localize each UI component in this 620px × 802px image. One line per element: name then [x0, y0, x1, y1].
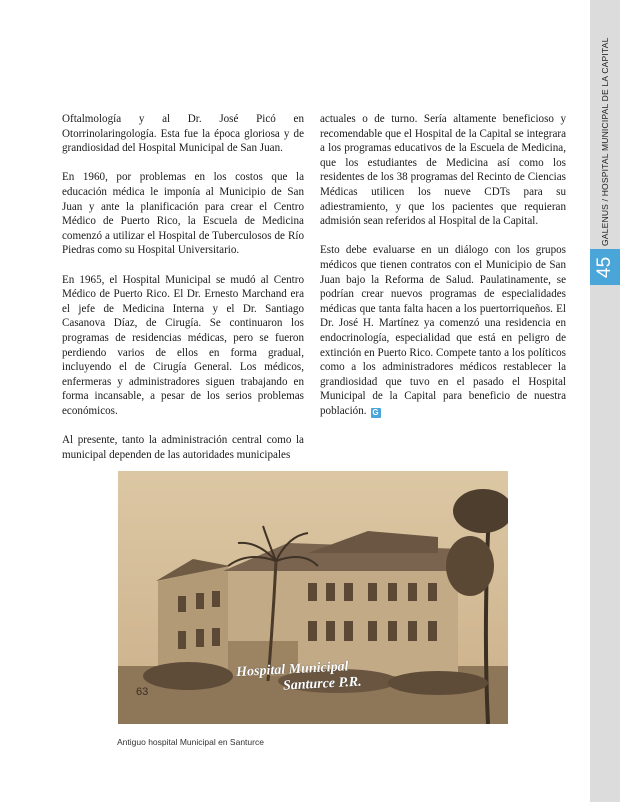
paragraph: Al presente, tanto la administración central como la municipal dependen de las autoridades municipales — [62, 434, 304, 461]
paragraph — [320, 243, 566, 418]
paragraph: Oftalmología y al Dr. José Picó en Otorrinolaringología. Esta fue la época gloriosa y de grandiosidad del Hospital Municipal de San Juan. — [62, 113, 304, 155]
postcard-line-1: Hospital Municipal — [235, 659, 349, 681]
paragraph: actuales o de turno. Sería altamente beneficioso y recomendable que el Hospital de la Capital se integrara a los programas educativos de la Escuela de Medicina, que los estudiantes de Medicina así como los residentes de los 38 programas del Recinto de Ciencias Médicas utilicen los nueve CDTs para su adiestramiento, y que los pacientes que requieran admisión sean referidos al Hospital de la Capital. — [320, 113, 566, 228]
end-of-article-icon: G — [372, 407, 379, 417]
photo-caption: Antiguo hospital Municipal en Santurce — [117, 737, 264, 747]
postcard-number: 63 — [136, 686, 149, 698]
paragraph: En 1960, por problemas en los costos que la educación médica le imponía al Municipio de San Juan y ante la planificación para crear el Centro Médico de Puerto Rico, la Escuela de Medicina comenzó a utilizar el Hospital de Tuberculosos de Río Piedras como su Hospital Universitario. — [62, 171, 304, 257]
sidebar — [590, 0, 620, 802]
right-column — [320, 112, 566, 433]
postcard-line-2: Santurce P.R. — [282, 674, 363, 694]
left-column — [62, 112, 304, 477]
paragraph: En 1965, el Hospital Municipal se mudó al Centro Médico de Puerto Rico. El Dr. Ernesto Marchand era el jefe de Medicina Interna y el Dr. Santiago Casanova Díaz, de Cirugía. Se continuaron los programas de residencias médicas, pero se fueron perdiendo varios de ellos en forma gradual, incluyendo el de Cirugía General. Los médicos, enfermeras y administradores siguen trabajando en forma incansable, a pesar de los serios problemas económicos. — [62, 273, 304, 417]
page-number: 45 — [594, 256, 615, 278]
paragraph-text: Esto debe evaluarse en un diálogo con los grupos médicos que tienen contratos con el Municipio de San Juan bajo la Reforma de Salud. Paulatinamente, se podrían crear nuevos programas de especialidades médicas que tanta falta hacen a los puertorriqueños. El Dr. José H. Martínez ya comenzó una residencia en endocrinología, especialidad que está en peligro de extinción en Puerto Rico. Compete tanto a los políticos como a los administradores médicos restablecer la grandiosidad que tuvo en el pasado el Hospital Municipal de la Capital para beneficio de nuestra población. — [320, 244, 566, 417]
running-header: GALENUS / HOSPITAL MUNICIPAL DE LA CAPITAL — [600, 37, 610, 246]
page-number-box — [590, 249, 620, 285]
